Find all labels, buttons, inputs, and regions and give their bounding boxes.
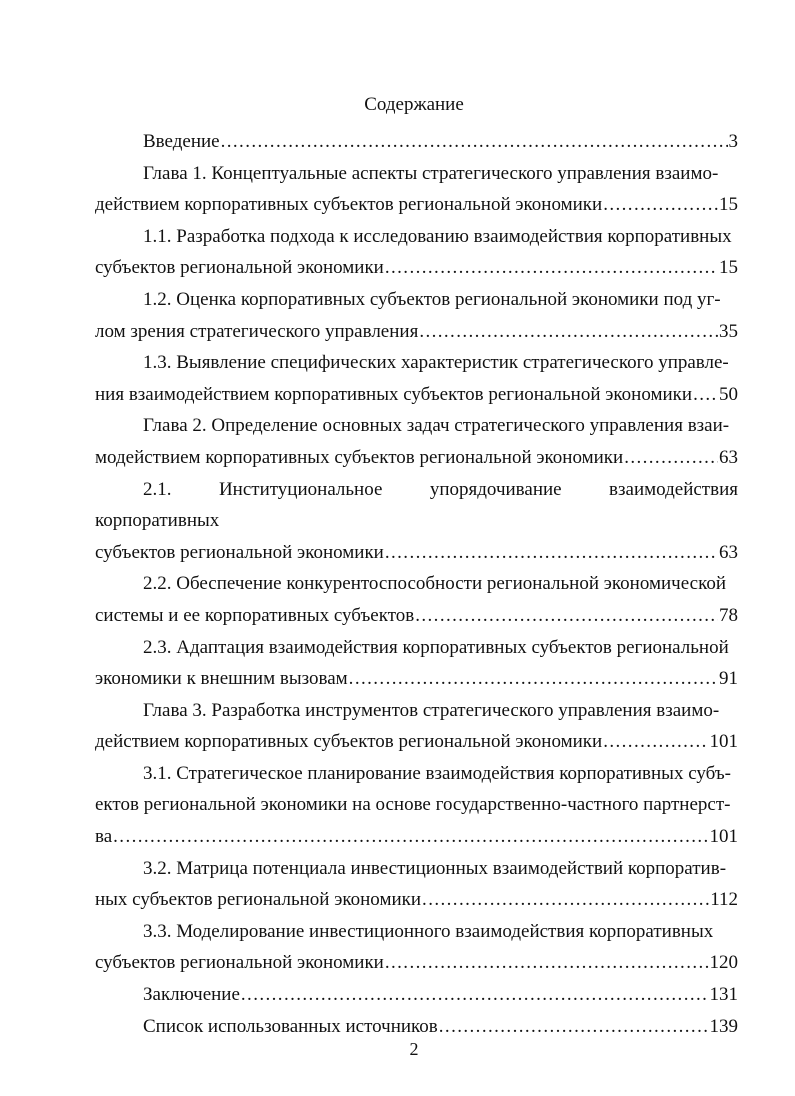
dot-leader <box>419 316 718 348</box>
toc-entry-section-1-3[interactable] <box>95 347 738 410</box>
toc-entry-text: 2.1. Институциональное упорядочивание взаимодействия корпоративных <box>95 478 738 532</box>
toc-entry-line <box>95 316 738 348</box>
toc-entry-title: Список использованных источников <box>143 1015 438 1037</box>
dot-leader <box>349 663 718 695</box>
toc-entry-introduction[interactable] <box>95 126 738 158</box>
dot-leader <box>422 884 709 916</box>
page-title: Содержание <box>364 94 464 115</box>
toc-entry-title: ва <box>95 826 113 848</box>
toc-entry-text: 3.2. Матрица потенциала инвестиционных взаимодействий корпоратив- <box>143 857 727 879</box>
toc-entry-title: модействием корпоративных субъектов региональной экономики <box>95 446 624 468</box>
toc-page-number: 131 <box>709 984 738 1006</box>
toc-entry-section-1-1[interactable] <box>95 221 738 284</box>
toc-entry-text: 1.1. Разработка подхода к исследованию взаимодействия корпоративных <box>143 225 732 247</box>
toc-entry-line <box>95 379 738 411</box>
toc-entry-title: лом зрения стратегического управления <box>95 320 419 342</box>
toc-entry-chapter-3[interactable] <box>95 695 738 758</box>
toc-entry-text: ектов региональной экономики на основе государственно-частного партнерст- <box>95 794 731 816</box>
toc-entry-text: 3.1. Стратегическое планирование взаимодействия корпоративных субъ- <box>143 762 731 784</box>
toc-entry-title: ных субъектов региональной экономики <box>95 889 422 911</box>
toc-page-number: 63 <box>719 541 738 563</box>
toc-page-number: 91 <box>719 668 738 690</box>
dot-leader <box>439 1011 709 1043</box>
toc-entry-title: Заключение <box>143 984 240 1006</box>
toc-entry-title: Введение <box>143 131 220 152</box>
toc-page-number: 120 <box>709 952 738 974</box>
toc-entry-chapter-2[interactable] <box>95 410 738 473</box>
toc-page-number: 139 <box>709 1015 738 1037</box>
toc-entry-line <box>95 252 738 284</box>
toc-entry-title: системы и ее корпоративных субъектов <box>95 604 415 626</box>
dot-leader <box>241 979 709 1011</box>
toc-entry-title: субъектов региональной экономики <box>95 541 384 563</box>
dot-leader <box>693 379 718 411</box>
toc-entry-text: 1.3. Выявление специфических характеристик стратегического управле- <box>143 352 729 374</box>
toc-entry-line <box>95 979 738 1011</box>
dot-leader <box>603 189 718 221</box>
toc-entry-title: экономики к внешним вызовам <box>95 668 348 690</box>
toc-page-number: 101 <box>709 826 738 848</box>
dot-leader <box>385 947 709 979</box>
toc-entry-chapter-1[interactable] <box>95 158 738 221</box>
toc-entry-references[interactable] <box>95 1011 738 1043</box>
toc-entry-line <box>95 600 738 632</box>
toc-entry-line <box>95 663 738 695</box>
toc-entry-title: действием корпоративных субъектов региональной экономики <box>95 194 603 216</box>
toc-entry-line <box>95 189 738 221</box>
page-number: 2 <box>409 1039 419 1059</box>
toc-entry-text: 2.3. Адаптация взаимодействия корпоративных субъектов региональной <box>143 636 729 658</box>
toc-entry-text: 1.2. Оценка корпоративных субъектов региональной экономики под уг- <box>143 288 721 310</box>
toc-entry-text: 3.3. Моделирование инвестиционного взаимодействия корпоративных <box>143 920 714 942</box>
toc-entry-text: Глава 3. Разработка инструментов стратегического управления взаимо- <box>143 699 720 721</box>
toc-page-number: 35 <box>719 320 738 342</box>
dot-leader <box>603 726 708 758</box>
toc-entry-text: Глава 1. Концептуальные аспекты стратегического управления взаимо- <box>143 162 719 184</box>
dot-leader <box>221 126 728 158</box>
toc-page-number: 15 <box>719 194 738 216</box>
toc-entry-title: действием корпоративных субъектов региональной экономики <box>95 731 603 753</box>
toc-entry-line <box>95 537 738 569</box>
toc-entry-section-2-3[interactable] <box>95 632 738 695</box>
dot-leader <box>385 252 718 284</box>
toc-page-number: 3 <box>728 131 738 152</box>
dot-leader <box>385 537 718 569</box>
toc-entry-text: 2.2. Обеспечение конкурентоспособности региональной экономической <box>143 573 726 595</box>
toc-entry-title: ния взаимодействием корпоративных субъектов региональной экономики <box>95 383 693 405</box>
toc-entry-line <box>95 884 738 916</box>
toc-entry-title: субъектов региональной экономики <box>95 257 384 279</box>
toc-entry-section-2-2[interactable] <box>95 568 738 631</box>
toc-entry-section-2-1[interactable] <box>95 474 738 569</box>
toc-page-number: 101 <box>709 731 738 753</box>
toc-page-number: 78 <box>719 604 738 626</box>
table-of-contents <box>95 126 738 1042</box>
toc-page-number: 63 <box>719 446 738 468</box>
toc-entry-line <box>95 126 738 158</box>
toc-entry-section-3-3[interactable] <box>95 916 738 979</box>
toc-entry-line <box>95 726 738 758</box>
dot-leader <box>415 600 718 632</box>
toc-entry-line <box>95 442 738 474</box>
toc-page-number: 15 <box>719 257 738 279</box>
toc-entry-conclusion[interactable] <box>95 979 738 1011</box>
toc-entry-line <box>95 947 738 979</box>
toc-entry-title: субъектов региональной экономики <box>95 952 384 974</box>
toc-entry-section-3-1[interactable] <box>95 758 738 853</box>
dot-leader <box>624 442 718 474</box>
toc-entry-section-1-2[interactable] <box>95 284 738 347</box>
toc-entry-section-3-2[interactable] <box>95 853 738 916</box>
toc-page-number: 50 <box>719 383 738 405</box>
toc-entry-line <box>95 1011 738 1043</box>
toc-page-number: 112 <box>710 889 738 911</box>
toc-entry-line <box>95 821 738 853</box>
dot-leader <box>113 821 708 853</box>
toc-entry-text: Глава 2. Определение основных задач стратегического управления взаи- <box>143 415 730 437</box>
